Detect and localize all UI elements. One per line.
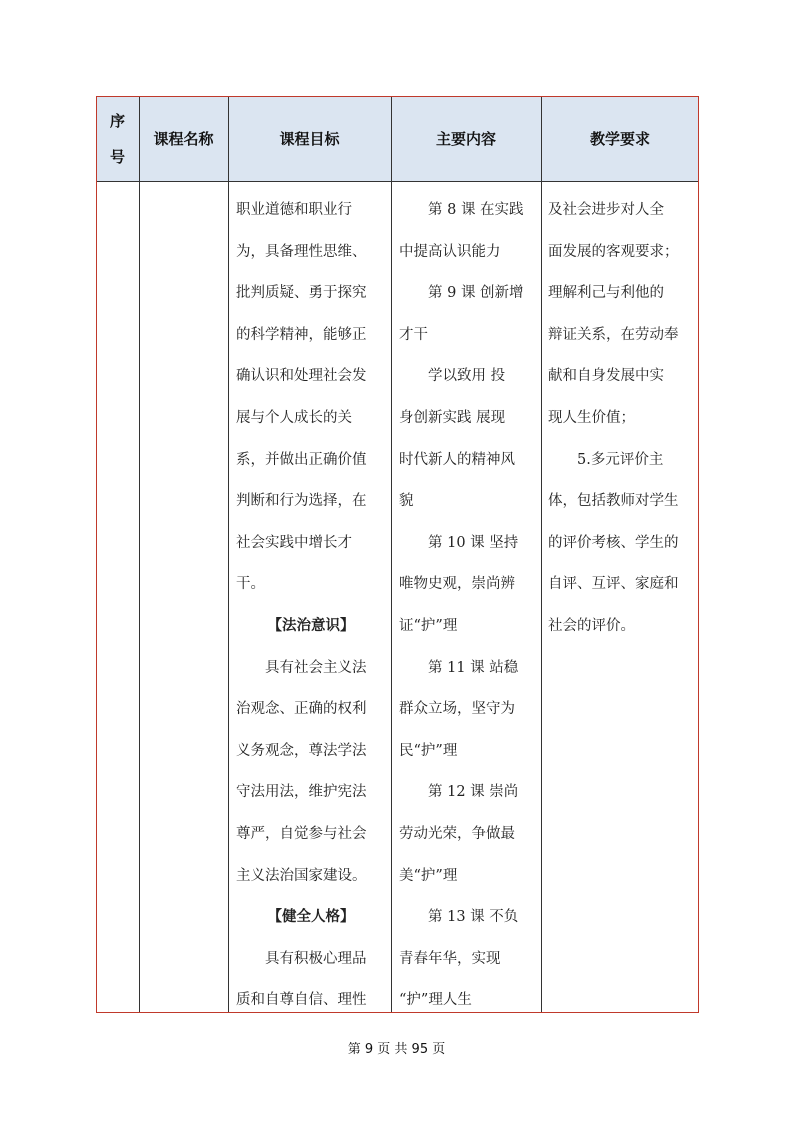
header-teaching-requirements: 教学要求	[589, 130, 650, 148]
content-text-line: 身创新实践 展现	[399, 409, 506, 426]
goals-text-line: 职业道德和职业行	[236, 202, 352, 218]
requirements-text-line: 理解利己与利他的	[548, 285, 664, 302]
header-course-name: 课程名称	[153, 130, 214, 148]
goals-text-line: 主义法治国家建设。	[236, 867, 367, 884]
goals-text-line: 社会实践中增长才	[236, 534, 352, 551]
content-text-line: 第 8 课 在实践	[428, 202, 524, 218]
content-text-line: 劳动光荣，争做最	[399, 825, 515, 842]
page-footer: 第 9 页 共 95 页	[347, 1042, 446, 1057]
requirements-text-line: 辩证关系，在劳动奉	[548, 326, 679, 343]
header-seq-char-1: 序	[109, 111, 125, 130]
requirements-text-line: 现人生价值；	[548, 409, 635, 426]
goals-text-line: 尊严，自觉参与社会	[236, 825, 367, 842]
content-text-line: 第 13 课 不负	[428, 909, 519, 926]
requirements-text-line: 的评价考核、学生的	[548, 534, 679, 551]
content-text-line: 貌	[399, 493, 414, 510]
goals-text-line: 义务观念，尊法学法	[236, 742, 367, 759]
goals-text-line: 的科学精神，能够正	[236, 326, 367, 343]
course-goals-cell	[236, 190, 386, 1022]
goals-text-line: 治观念、正确的权利	[236, 701, 367, 718]
goals-text-line: 为，具备理性思维、	[236, 243, 367, 260]
header-course-goals: 课程目标	[279, 130, 340, 148]
requirements-text-line: 献和自身发展中实	[548, 368, 664, 385]
content-text-line: 青春年华，实现	[399, 950, 501, 967]
goals-text-line: 质和自尊自信、理性	[236, 992, 367, 1009]
content-text-line: 第 11 课 站稳	[428, 659, 519, 676]
goals-text-line: 系，并做出正确价值	[236, 451, 367, 468]
goals-text-line: 干。	[236, 576, 265, 593]
content-text-line: 第 12 课 崇尚	[428, 784, 519, 801]
header-seq-char-2: 号	[109, 147, 125, 166]
content-text-line: 中提高认识能力	[399, 243, 501, 260]
main-content-cell	[399, 190, 539, 1022]
requirements-text-line: 社会的评价。	[548, 617, 635, 634]
goals-text-line: 批判质疑、勇于探究	[236, 285, 367, 302]
content-text-line: 学以致用 投	[428, 368, 506, 385]
content-text-line: 群众立场，坚守为	[399, 701, 515, 718]
goals-text-line: 判断和行为选择，在	[236, 493, 367, 510]
curriculum-table	[96, 96, 699, 1013]
content-text-line: “护”理人生	[399, 992, 472, 1009]
header-main-content: 主要内容	[435, 130, 496, 148]
content-text-line: 证“护”理	[399, 617, 458, 634]
requirements-text-line: 面发展的客观要求；	[548, 243, 679, 260]
content-text-line: 唯物史观，崇尚辨	[399, 576, 515, 593]
teaching-requirements-cell	[548, 190, 696, 648]
requirements-text-line: 自评、互评、家庭和	[548, 576, 679, 593]
goals-text-line: 展与个人成长的关	[236, 409, 352, 426]
goals-text-line: 守法用法，维护宪法	[236, 784, 367, 801]
content-text-line: 第 9 课 创新增	[428, 285, 524, 302]
goals-text-line: 具有社会主义法	[265, 659, 367, 676]
content-text-line: 才干	[399, 326, 428, 343]
content-text-line: 第 10 课 坚持	[428, 534, 519, 551]
goals-text-line: 【健全人格】	[267, 909, 355, 926]
content-text-line: 时代新人的精神风	[399, 451, 515, 468]
requirements-text-line: 5.多元评价主	[577, 451, 664, 468]
requirements-text-line: 及社会进步对人全	[548, 202, 664, 218]
goals-text-line: 【法治意识】	[267, 617, 355, 634]
content-text-line: 美“护”理	[399, 867, 458, 884]
requirements-text-line: 体，包括教师对学生	[548, 493, 679, 510]
goals-text-line: 具有积极心理品	[265, 950, 367, 967]
goals-text-line: 确认识和处理社会发	[236, 368, 367, 385]
content-text-line: 民“护”理	[399, 742, 458, 759]
